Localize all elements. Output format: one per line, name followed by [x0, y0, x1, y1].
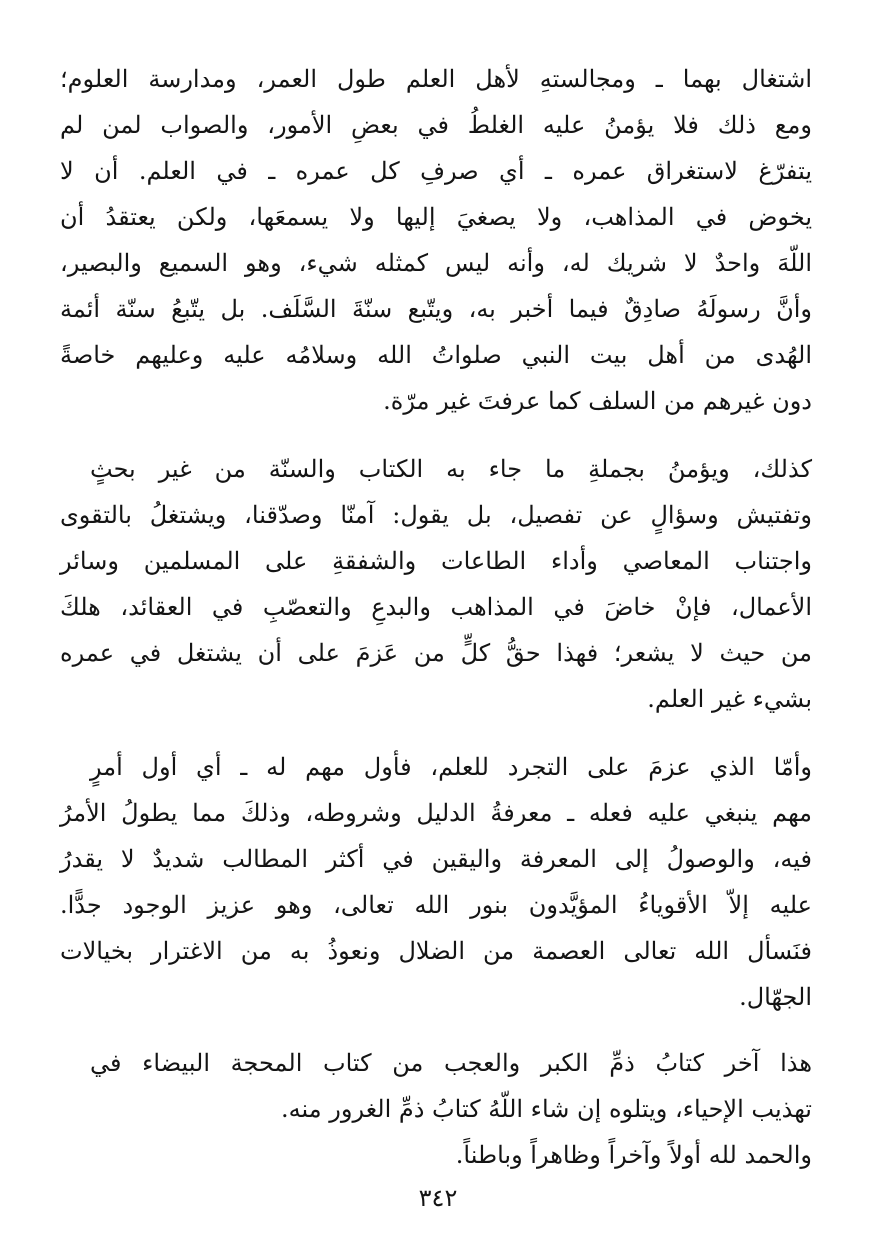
paragraph-1-line-7: الهُدى من أهل بيت النبي صلواتُ الله وسلامُه عليه وعليهم خاصةً: [60, 341, 812, 369]
paragraph-4-line-1: هذا آخر كتابُ ذمِّ الكبر والعجب من كتاب المحجة البيضاء في: [90, 1049, 812, 1077]
paragraph-3-line-2: مهم ينبغي عليه فعله ـ معرفةُ الدليل وشروطه، وذلكَ مما يطولُ الأمرُ: [60, 799, 812, 827]
paragraph-2-line-4: الأعمال، فإنْ خاضَ في المذاهب والبدعِ والتعصّبِ في العقائد، هلكَ: [60, 593, 812, 621]
page-number: ٣٤٢: [418, 1184, 458, 1212]
paragraph-3-line-4: عليه إلاّ الأقوياءُ المؤيَّدون بنور الله تعالى، وهو عزيز الوجود جدًّا.: [60, 891, 812, 919]
paragraph-1-line-5: اللّهَ واحدٌ لا شريك له، وأنه ليس كمثله شيء، وهو السميع والبصير،: [60, 249, 812, 277]
paragraph-1-line-6: وأنَّ رسولَهُ صادِقٌ فيما أخبر به، ويتّبع سنّةَ السَّلَف. بل يتّبعُ سنّة أئمة: [60, 295, 812, 323]
paragraph-1-line-4: يخوض في المذاهب، ولا يصغيَ إليها ولا يسمعَها، ولكن يعتقدُ أن: [60, 203, 812, 231]
paragraph-1-line-8: دون غيرهم من السلف كما عرفتَ غير مرّة.: [383, 387, 812, 415]
closing-line: والحمد لله أولاً وآخراً وظاهراً وباطناً.: [455, 1141, 812, 1169]
paragraph-2-line-5: من حيث لا يشعر؛ فهذا حقُّ كلٍّ من عَزمَ على أن يشتغل في عمره: [60, 639, 812, 667]
paragraph-3-line-3: فيه، والوصولُ إلى المعرفة واليقين في أكثر المطالب شديدٌ لا يقدرُ: [60, 845, 812, 873]
paragraph-2-line-2: وتفتيش وسؤالٍ عن تفصيل، بل يقول: آمنّا وصدّقنا، ويشتغلُ بالتقوى: [60, 501, 812, 529]
paragraph-2-line-3: واجتناب المعاصي وأداء الطاعات والشفقةِ على المسلمين وسائر: [60, 547, 812, 575]
paragraph-1-line-2: ومع ذلك فلا يؤمنُ عليه الغلطُ في بعضِ الأمور، والصواب لمن لم: [60, 111, 812, 139]
paragraph-4-line-2: تهذيب الإحياء، ويتلوه إن شاء اللّهُ كتابُ ذمِّ الغرور منه.: [281, 1095, 812, 1123]
paragraph-3-line-5: فنَسأل الله تعالى العصمة من الضلال ونعوذُ به من الاغترار بخيالات: [60, 937, 812, 965]
paragraph-1-line-1: اشتغال بهما ـ ومجالستهِ لأهل العلم طول العمر، ومدارسة العلوم؛: [60, 65, 812, 93]
paragraph-2-line-6: بشيء غير العلم.: [647, 685, 812, 713]
paragraph-3-line-6: الجهّال.: [739, 983, 812, 1011]
paragraph-1-line-3: يتفرّغ لاستغراق عمره ـ أي صرفِ كل عمره ـ في العلم. أن لا: [60, 157, 812, 185]
page-body: [60, 0, 812, 1248]
paragraph-2-line-1: كذلك، ويؤمنُ بجملةِ ما جاء به الكتاب والسنّة من غير بحثٍ: [90, 455, 812, 483]
paragraph-3-line-1: وأمّا الذي عزمَ على التجرد للعلم، فأول مهم له ـ أي أول أمرٍ: [90, 753, 812, 781]
